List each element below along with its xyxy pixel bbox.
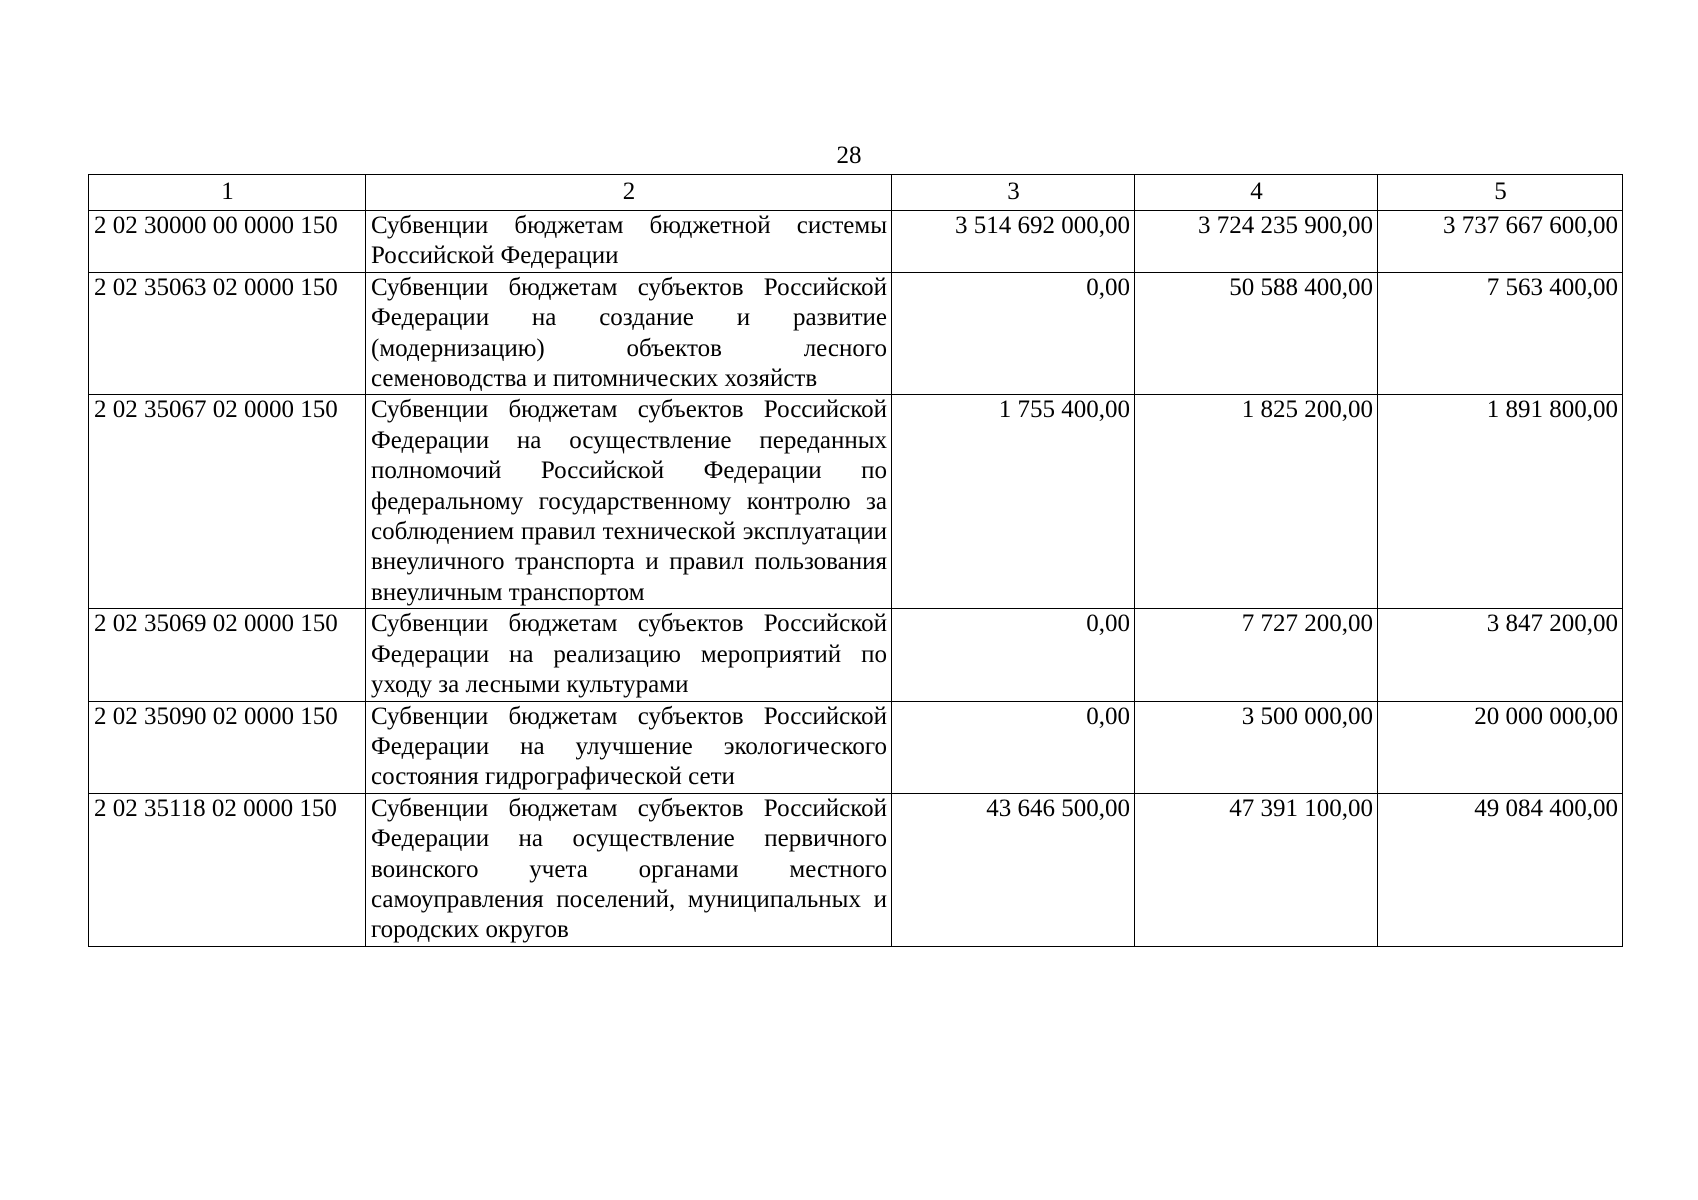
item-name: Субвенции бюджетам субъектов Российской Федерации на осуществление первичного воинского учета органами местного самоуправления поселений, муниципальных и городских округов <box>366 793 892 946</box>
column-header-5: 5 <box>1378 175 1623 211</box>
amount-col3: 1 755 400,00 <box>892 395 1135 609</box>
budget-code: 2 02 30000 00 0000 150 <box>89 211 366 273</box>
column-header-3: 3 <box>892 175 1135 211</box>
table-row <box>89 211 1623 273</box>
amount-col4: 50 588 400,00 <box>1135 272 1378 395</box>
amount-col3: 0,00 <box>892 701 1135 793</box>
amount-col4: 3 500 000,00 <box>1135 701 1378 793</box>
table-row <box>89 701 1623 793</box>
amount-col3: 0,00 <box>892 609 1135 701</box>
header-row <box>89 175 1623 211</box>
amount-col3: 3 514 692 000,00 <box>892 211 1135 273</box>
amount-col3: 43 646 500,00 <box>892 793 1135 946</box>
item-name: Субвенции бюджетам субъектов Российской Федерации на осуществление переданных полномочий Российской Федерации по федеральному государственному контролю за соблюдением правил технической эксплуатации внеуличного транспорта и правил пользования внеуличным транспортом <box>366 395 892 609</box>
amount-col5: 3 737 667 600,00 <box>1378 211 1623 273</box>
table-row <box>89 272 1623 395</box>
item-name: Субвенции бюджетам бюджетной системы Российской Федерации <box>366 211 892 273</box>
table-row <box>89 609 1623 701</box>
amount-col3: 0,00 <box>892 272 1135 395</box>
table-row <box>89 793 1623 946</box>
table-row <box>89 395 1623 609</box>
amount-col5: 20 000 000,00 <box>1378 701 1623 793</box>
amount-col4: 7 727 200,00 <box>1135 609 1378 701</box>
budget-code: 2 02 35069 02 0000 150 <box>89 609 366 701</box>
budget-code: 2 02 35063 02 0000 150 <box>89 272 366 395</box>
amount-col4: 3 724 235 900,00 <box>1135 211 1378 273</box>
amount-col4: 1 825 200,00 <box>1135 395 1378 609</box>
page-number: 28 <box>836 142 862 169</box>
column-header-2: 2 <box>366 175 892 211</box>
amount-col5: 1 891 800,00 <box>1378 395 1623 609</box>
budget-code: 2 02 35090 02 0000 150 <box>89 701 366 793</box>
column-header-4: 4 <box>1135 175 1378 211</box>
budget-code: 2 02 35118 02 0000 150 <box>89 793 366 946</box>
budget-table <box>88 174 1623 947</box>
budget-code: 2 02 35067 02 0000 150 <box>89 395 366 609</box>
item-name: Субвенции бюджетам субъектов Российской Федерации на создание и развитие (модернизацию) объектов лесного семеноводства и питомнических хозяйств <box>366 272 892 395</box>
amount-col5: 49 084 400,00 <box>1378 793 1623 946</box>
item-name: Субвенции бюджетам субъектов Российской Федерации на реализацию мероприятий по уходу за лесными культурами <box>366 609 892 701</box>
column-header-1: 1 <box>89 175 366 211</box>
amount-col5: 7 563 400,00 <box>1378 272 1623 395</box>
item-name: Субвенции бюджетам субъектов Российской Федерации на улучшение экологического состояния гидрографической сети <box>366 701 892 793</box>
amount-col5: 3 847 200,00 <box>1378 609 1623 701</box>
amount-col4: 47 391 100,00 <box>1135 793 1378 946</box>
